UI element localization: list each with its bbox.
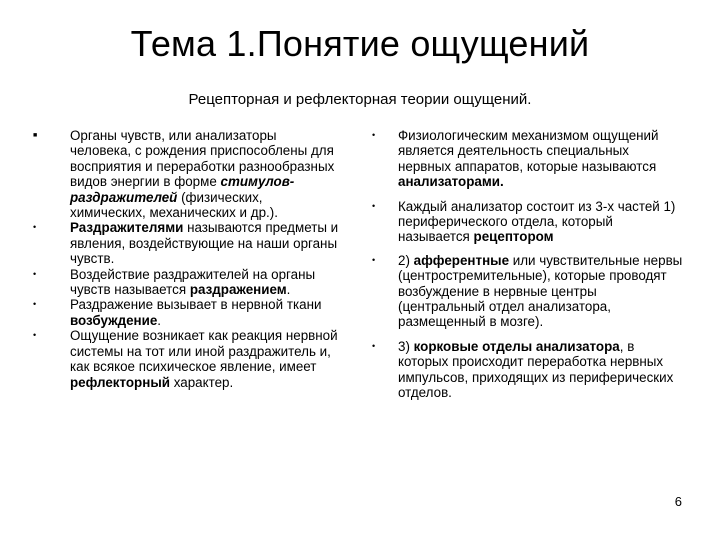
slide-subtitle: Рецепторная и рефлекторная теории ощущений. (188, 91, 532, 108)
right-bullet-item-2 (368, 199, 684, 245)
left-item-5-term: рефлекторный (70, 374, 170, 390)
slide-title: Тема 1.Понятие ощущений (130, 23, 590, 64)
right-item-4-prefix: 3) (398, 338, 414, 354)
left-item-4-term: возбуждение (70, 312, 158, 328)
right-item-3-prefix: 2) (398, 252, 414, 268)
left-item-3-text: Воздействие раздражителей на органы чувств называется (70, 266, 316, 298)
left-item-1-text-3: (физических, химических, механических и др.). (70, 189, 278, 221)
bullet-icon: • (372, 254, 376, 265)
bullet-icon: • (372, 340, 376, 351)
bullet-icon: • (372, 200, 376, 211)
left-item-2-text: называются предметы и явления, воздействующие на наши органы чувств. (70, 220, 339, 267)
right-column (368, 128, 684, 401)
right-item-2-term: рецептором (473, 229, 554, 245)
left-bullet-item-1 (30, 128, 340, 220)
left-column (30, 128, 340, 390)
right-bullet-item-4 (368, 339, 684, 401)
right-item-1-text: Физиологическим механизмом ощущений является деятельность специальных нервных аппаратов, которые называются (398, 128, 659, 174)
page-number: 6 (674, 494, 682, 509)
bullet-icon: • (33, 299, 37, 310)
left-item-5-text: Ощущение возникает как реакция нервной системы на тот или иной раздражитель и, как всякое психическое явление, имеет (70, 328, 338, 375)
left-bullet-item-2 (30, 220, 340, 266)
bullet-icon: ■ (33, 132, 38, 139)
right-item-3-text: или чувствительные нервы (центростремительные), которые проводят возбуждение в нервные центры (центральный отдел анализатора, размещенный в мозге). (398, 252, 683, 330)
right-item-4-term: корковые отделы анализатора (413, 338, 620, 354)
left-item-3-term: раздражением (189, 282, 287, 298)
left-item-1-term: стимулов-раздражителей (70, 174, 295, 205)
right-bullet-item-1 (368, 128, 684, 190)
left-item-4-end: . (157, 312, 162, 328)
bullet-icon: • (33, 222, 37, 233)
left-item-1-text-1: Органы чувств, или анализаторы человека, с рождения приспособлены для восприятия и переработки разнообразных видов энергии в форме (70, 128, 335, 190)
bullet-icon: • (33, 330, 37, 341)
right-item-1-term: анализаторами. (398, 174, 504, 190)
left-item-5-end: характер. (170, 374, 234, 390)
right-item-3-term: афферентные (413, 252, 510, 268)
bullet-icon: • (372, 130, 376, 140)
left-bullet-item-4 (30, 297, 340, 328)
left-bullet-item-5 (30, 328, 340, 390)
left-item-4-text: Раздражение вызывает в нервной ткани (70, 297, 322, 313)
right-item-4-text: , в которых происходит переработка нервных импульсов, приходящих из периферических отделов. (398, 338, 674, 401)
left-bullet-item-3 (30, 267, 340, 298)
right-bullet-item-3 (368, 253, 684, 330)
bullet-icon: • (33, 268, 37, 279)
left-item-3-end: . (286, 282, 291, 298)
right-item-2-text: Каждый анализатор состоит из 3-х частей 1) периферического отдела, который называется (398, 198, 676, 245)
left-item-2-term: Раздражителями (70, 220, 184, 236)
